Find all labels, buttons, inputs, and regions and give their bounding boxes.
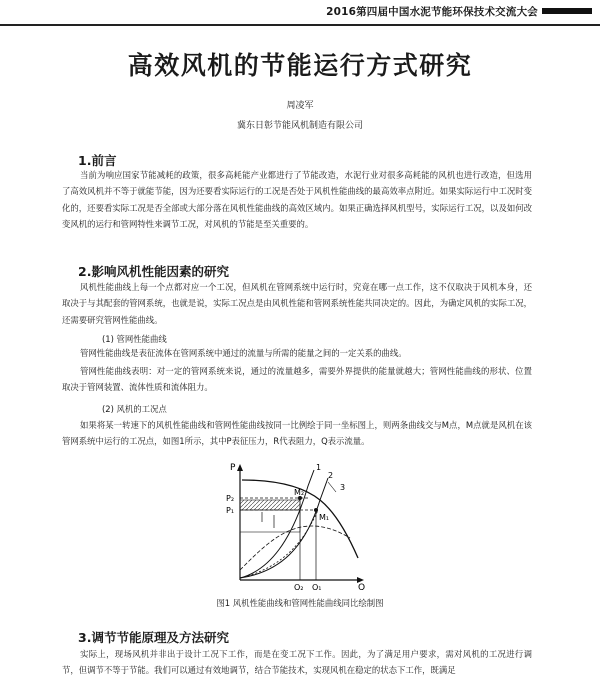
section-1-heading: 1.前言 xyxy=(78,153,117,168)
section-3-heading: 3.调节节能原理及方法研究 xyxy=(78,630,229,645)
section-2-heading: 2.影响风机性能因素的研究 xyxy=(78,264,229,279)
label-curve-2: 2 xyxy=(328,471,334,480)
label-q2: Q₂ xyxy=(294,583,304,590)
fan-pipe-curve-diagram xyxy=(200,460,400,590)
section-2-paragraph-4: 如果将某一转速下的风机性能曲线和管网性能曲线按同一比例绘于同一坐标图上，则两条曲线交与M点，M点就是风机在该管网系统中运行的工况点，如图1所示，其中P表征压力，R代表阻力，Q表示流量。 xyxy=(62,420,532,447)
label-curve-3: 3 xyxy=(340,483,346,492)
header-rule xyxy=(0,24,600,26)
label-q1: Q₁ xyxy=(312,583,322,590)
label-p2: P₂ xyxy=(226,494,235,503)
section-2-paragraph-3: 管网性能曲线表明：对一定的管网系统来说，通过的流量越多，需要外界提供的能量就越大；管网性能曲线的形状、位置取决于管网装置、流体性质和流体阻力。 xyxy=(62,366,532,393)
pipe-curve-2 xyxy=(240,478,328,578)
label-p1: P₁ xyxy=(226,506,235,515)
author-name: 周凌军 xyxy=(286,101,314,111)
running-header: 2016第四届中国水泥节能环保技术交流大会 xyxy=(326,6,538,18)
pipe-curve-dashed xyxy=(240,510,318,578)
hatched-area-upper xyxy=(240,500,300,510)
label-m2: M₂ xyxy=(294,488,305,497)
paper-title: 高效风机的节能运行方式研究 xyxy=(127,51,473,80)
header-bar-decoration xyxy=(542,8,592,14)
section-2-subheading-2: (2) 风机的工况点 xyxy=(102,404,167,414)
figure-1 xyxy=(200,460,400,594)
section-2-paragraph-1: 风机性能曲线上每一个点都对应一个工况，但风机在管网系统中运行时，究竟在哪一点工作，这不仅取决于风机本身，还取决于与其配套的管网系统，也就是说，实际工况点是由风机性能和管网系统性能共同决定的。因此，为确定风机的实际工况，还需要研究管网性能曲线。 xyxy=(62,282,532,325)
label-curve-1: 1 xyxy=(316,463,322,472)
leader-line xyxy=(328,482,336,492)
operating-point-m1 xyxy=(314,508,318,512)
section-2-subheading-1: (1) 管网性能曲线 xyxy=(102,334,167,344)
label-p-axis: P xyxy=(230,463,236,473)
label-m1: M₁ xyxy=(319,513,330,522)
section-2-paragraph-2: 管网性能曲线是表征流体在管网系统中通过的流量与所需的能量之间的一定关系的曲线。 xyxy=(80,348,407,358)
section-1-paragraph: 当前为响应国家节能减耗的政策，很多高耗能产业都进行了节能改造，水泥行业对很多高耗能的风机也进行改造，但选用了高效风机并不等于就能节能，因为还要看实际运行的工况是否处于风机性能曲线的最高效率点附近。如果实际运行中工况时变化的，还要看实际工况是否全部或大部分落在风机性能曲线的高效区域内。如果正确选择风机型号，实际运行工况，以及如何改变风机的运行和管网特性来调节工况，对风机的节能是至关重要的。 xyxy=(62,170,532,229)
author-affiliation: 冀东日彰节能风机制造有限公司 xyxy=(236,121,363,131)
section-3-paragraph: 实际上，现场风机并非出于设计工况下工作，而是在变工况下工作。因此，为了满足用户要求，需对风机的工况进行调节，但调节不等于节能。我们可以通过有效地调节，结合节能技术，实现风机在稳定的状态下工作，既满足 xyxy=(62,649,532,676)
label-q-axis: Q xyxy=(358,583,366,590)
figure-1-caption: 图1 风机性能曲线和管网性能曲线同比绘制图 xyxy=(216,598,384,608)
p-axis-arrow xyxy=(237,464,243,471)
